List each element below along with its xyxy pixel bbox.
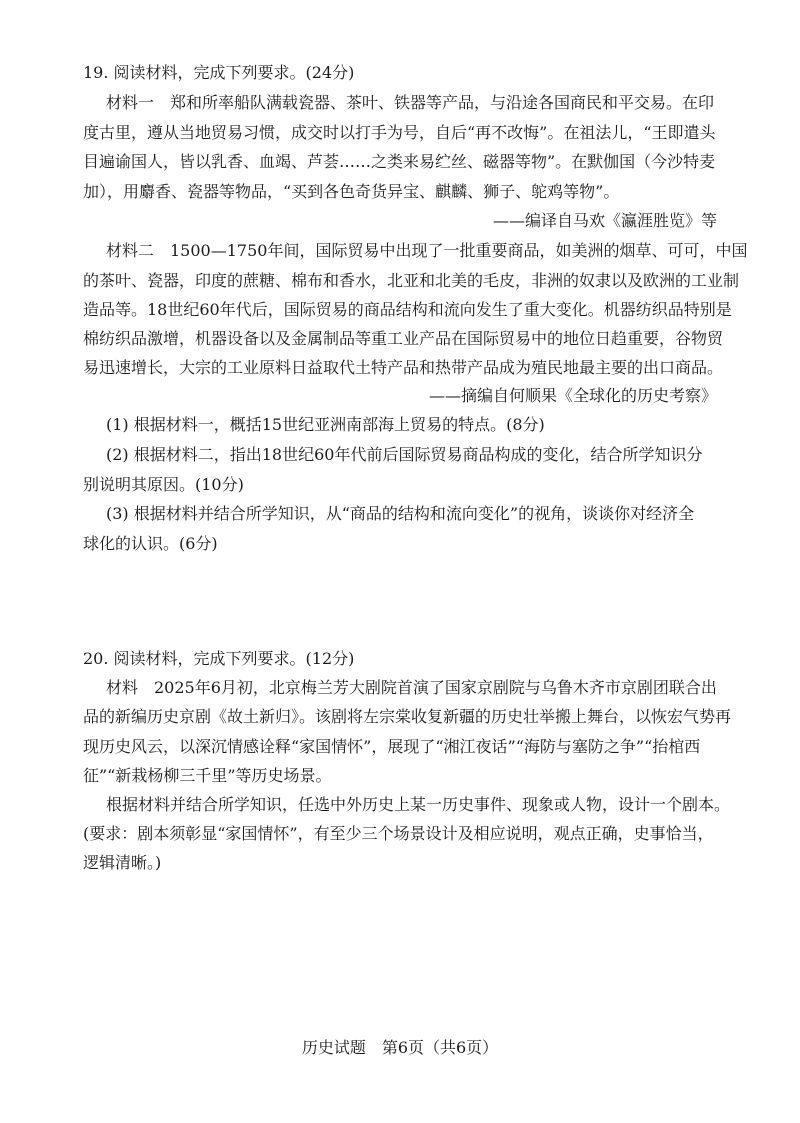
q19-requirement-1: (1) 根据材料一，概括15世纪亚洲南部海上贸易的特点。(8分) <box>106 415 545 434</box>
q20-material-line: 材料 2025年6月初，北京梅兰芳大剧院首演了国家京剧院与乌鲁木齐市京剧团联合出 <box>106 678 717 697</box>
q19-material2-line: 棉纺织品激增，机器设备以及金属制品等重工业产品在国际贸易中的地位日趋重要，谷物贸 <box>83 329 724 348</box>
q19-requirement-2: 别说明其原因。(10分) <box>83 475 244 494</box>
q20-material-line: 征”“新栽杨柳三千里”等历史场景。 <box>83 766 332 785</box>
q19-material1-source: ——编译自马欢《瀛涯胜览》等 <box>492 211 717 230</box>
q19-material2-source: ——摘编自何顺果《全球化的历史考察》 <box>428 386 717 405</box>
q20-requirement-line: (要求：剧本须彰显“家国情怀”，有至少三个场景设计及相应说明，观点正确，史事恰当， <box>83 824 714 843</box>
q20-requirement-line: 根据材料并结合所学知识，任选中外历史上某一历史事件、现象或人物，设计一个剧本。 <box>106 795 731 814</box>
q19-requirement-3: 球化的认识。(6分) <box>83 534 218 553</box>
q19-material1-line: 目遍谕国人，皆以乳香、血竭、芦荟……之类来易纻丝、磁器等物”。在默伽国（今沙特麦 <box>83 152 716 171</box>
q20-requirement-line: 逻辑清晰。) <box>83 853 162 872</box>
q19-material2-line: 易迅速增长，大宗的工业原料日益取代土特产品和热带产品成为殖民地最主要的出口商品。 <box>83 358 724 377</box>
q19-title: 19. 阅读材料，完成下列要求。(24分) <box>83 63 355 82</box>
q19-material2-line: 材料二 1500—1750年间，国际贸易中出现了一批重要商品，如美洲的烟草、可可，中国 <box>106 241 748 260</box>
q19-material1-line: 加），用麝香、瓷器等物品，“买到各色奇货异宝、麒麟、狮子、鸵鸡等物”。 <box>83 182 620 201</box>
q19-material1-line: 度古里，遵从当地贸易习惯，成交时以打手为号，自后“再不改悔”。在祖法儿，“王即遣头 <box>83 123 716 142</box>
page-footer: 历史试题 第6页（共6页） <box>301 1038 499 1057</box>
q20-material-line: 品的新编历史京剧《故土新归》。该剧将左宗棠收复新疆的历史壮举搬上舞台，以恢宏气势再 <box>83 707 732 726</box>
q20-title: 20. 阅读材料，完成下列要求。(12分) <box>83 649 355 668</box>
q19-material1-line: 材料一 郑和所率船队满载瓷器、茶叶、铁器等产品，与沿途各国商民和平交易。在印 <box>106 93 715 112</box>
q20-material-line: 现历史风云，以深沉情感诠释“家国情怀”，展现了“湘江夜话”“海防与塞防之争”“抬棺西 <box>83 737 701 756</box>
q19-requirement-3: (3) 根据材料并结合所学知识，从“商品的结构和流向变化”的视角，谈谈你对经济全 <box>106 504 695 523</box>
q19-material2-line: 造品等。18世纪60年代后，国际贸易的商品结构和流向发生了重大变化。机器纺织品特别是 <box>83 300 732 319</box>
q19-material2-line: 的茶叶、瓷器，印度的蔗糖、棉布和香水，北亚和北美的毛皮，非洲的奴隶以及欧洲的工业制 <box>83 271 740 290</box>
q19-requirement-2: (2) 根据材料二，指出18世纪60年代前后国际贸易商品构成的变化，结合所学知识分 <box>106 445 703 464</box>
